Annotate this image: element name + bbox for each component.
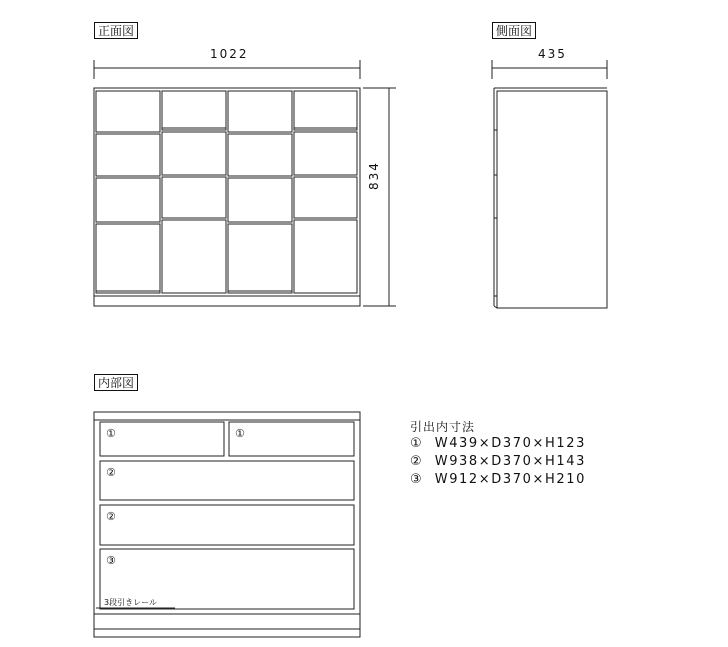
spec-title: 引出内寸法	[410, 420, 476, 434]
spec-text: W439×D370×H123	[434, 436, 586, 451]
side-view	[492, 60, 607, 308]
drawer-marker: ②	[106, 466, 116, 479]
drawer-marker: ①	[106, 427, 116, 440]
spec-mark: ①	[410, 436, 424, 451]
spec-text: W912×D370×H210	[434, 472, 586, 487]
spec-text: W938×D370×H143	[434, 454, 586, 469]
front-height-label: 834	[367, 161, 381, 190]
drawer-marker: ①	[235, 427, 245, 440]
inner-view-title: 内部図	[94, 374, 138, 391]
drawer-marker: ③	[106, 554, 116, 567]
side-depth-label: 435	[538, 47, 567, 61]
rail-label: 3段引きレール	[104, 598, 157, 607]
spec-row	[410, 436, 586, 451]
front-view-title: 正面図	[94, 22, 138, 39]
spec-row	[410, 454, 586, 469]
side-view-title: 側面図	[492, 22, 536, 39]
front-width-label: 1022	[210, 47, 249, 61]
spec-row	[410, 472, 586, 487]
spec-mark: ②	[410, 454, 424, 469]
spec-mark: ③	[410, 472, 424, 487]
front-view	[94, 60, 396, 306]
drawer-marker: ②	[106, 510, 116, 523]
